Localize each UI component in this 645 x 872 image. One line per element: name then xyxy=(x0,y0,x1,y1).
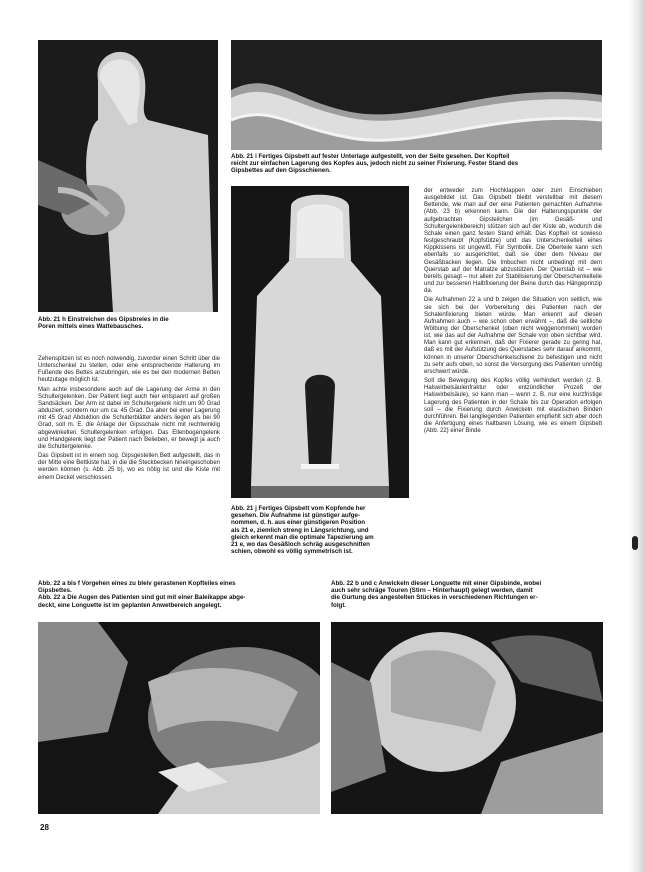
body-column-left xyxy=(38,356,220,484)
caption-22ab xyxy=(38,580,320,609)
caption-21j xyxy=(231,505,413,555)
caption-line: nommen, d. h. aus einer günstigeren Position xyxy=(231,519,366,527)
caption-line: Abb. 21 i Fertiges Gipsbett auf fester Unterlage aufgestellt, von der Seite gesehen. Der Kopfteil xyxy=(231,153,510,160)
caption-line: schien, obwohl es völlig symmetrisch ist. xyxy=(231,548,353,556)
paragraph: Man achte insbesondere auch auf die Lagerung der Arme in den Schultergelenken. Der Patient liegt auch hier entspannt auf großen Sandsäcken. Der Arm ist dabei im Schultergelenk nicht um 90 Grad abduziert, sondern nur um ca. 45 Grad. Da aber bei einer Lagerung mit 45 Grad Abduktion die Schulterblätter anders liegen als bei 90 Grad, soll m. E. die Anlage der Gipsschale nicht mit rechtwinklig abgewinkelten Schultergelenken erfolgen. Das Ellenbogengelenk und Handgelenk liegt der Patient nach Belieben, er bewegt ja auch die Schultergelenke. xyxy=(38,386,220,450)
paragraph: Zehenspitzen ist es noch notwendig, zuvorder einen Schritt über die Unterschenkel zu stellen, oder eine entsprechende Halterung im Fußende des Bettes anzubringen, wie es bei den modernen Betten heutzutage möglich ist. xyxy=(38,356,220,384)
page-number: 28 xyxy=(40,823,49,832)
paragraph: Die Aufnahmen 22 a und b zeigen die Situation von seitlich, wie sie sich bei der Vorbereitung des Patienten nach der Schalenfixierung bieten würde. Man erkennt auf diesen Aufnahmen auch – wie schon oben erwähnt –, daß die seitliche Wölbung der Oberschenkel (oben nicht weggenommen) worden ist, wie das auf der Aufnahme der Schale von oben sichtbar wird. Man kann gut erkennen, daß der Fixierer gerade zu gering hat, daß es mit der Aufstützung des Querstabes sehr darauf ankommt, können in unserer Oberschenkelschiene zu befestigen und nicht zu sehr aufs oben, so sonst die Versorgung des Patienten unnötig erschwert würde. xyxy=(424,297,602,375)
caption-line: deckt, eine Longuette ist im geplanten Anwetbereich angelegt. xyxy=(38,601,222,609)
caption-line: Poren mittels eines Wattebausches. xyxy=(38,323,144,331)
caption-line: gesehen. Die Aufnahme ist günstiger aufge- xyxy=(231,512,361,520)
caption-21i xyxy=(231,153,603,175)
margin-mark xyxy=(632,536,638,550)
caption-line: die Gurtung des angestelten Stückes in verschiedenen Richtungen er- xyxy=(331,594,538,602)
caption-line: Abb. 21 h Einstreichen des Gipsbreies in die xyxy=(38,316,169,323)
caption-21h xyxy=(38,316,220,330)
caption-22bc xyxy=(331,580,603,609)
paragraph: der entweder zum Hochklappen oder zum Einschieben ausgebildet ist. Das Gipsbett bleibt verstellbar mit diesem Bettende, wie man auf der eine Patienten gemachten Aufnahme (Abb. 23 b) erkennen kann. Die der Halterungspunkte der aufgebrachten Gipsteilchen (im Gesäß- und Schultergelenkbereich) stützen sich auf der Kiste ab, wodurch die Schale einen ganz festen Stand erhält. Das Kopfteil ist sowieso festgeschraubt (Kopfstütze) und das Unterschenkelteil eines Kippkissens ist ungewiß. Für Symbolik. Die Oberteile kann sich ebenfalls so ausgerichtet, daß sie über dem Niveau der Gesäßbacken liegen. Die Imbuchen nicht unbedingt mit dem Querstab auf der Matratze abzustützen. Der Querstab ist – wie bereits gesagt – nur allein zur Stabilisierung der Oberschenkelteile und zur besseren Halbfixierung der Beine durch das Hängeprinzip da. xyxy=(424,188,602,295)
photo-21h xyxy=(38,40,218,312)
photo-21j xyxy=(231,186,409,498)
caption-line: Abb. 22 b und c Anwickeln dieser Longuette mit einer Gipsbinde, wobei xyxy=(331,580,542,587)
body-column-right xyxy=(424,188,602,437)
caption-line: 21 e, wo das Gesäßloch schräg ausgeschnitten xyxy=(231,541,370,549)
photo-22b xyxy=(331,622,603,814)
paragraph: Das Gipsbett ist in einem sog. Gipsgestellen Bett aufgestellt, das in der Mitte eine Bettkiste hat, in die die Steckbecken hineingeschoben werden können (s. Abb. 25 b), wo es nötig ist und die Kiste mit einem Deckel verschlossen. xyxy=(38,453,220,481)
photo-22a xyxy=(38,622,320,814)
caption-line: Gipsbettes. xyxy=(38,587,72,595)
caption-line: auch sehr schräge Touren (Stirn – Hinterhaupt) gelegt werden, damit xyxy=(331,587,533,595)
caption-line: Abb. 22 a bis f Vorgehen eines zu bleiv gerastenen Kopfteiles eines xyxy=(38,580,236,587)
caption-line: Gipsbettes auf den Gipsschienen. xyxy=(231,167,331,175)
caption-line: gleich erkennt man die optimale Tapezierung am xyxy=(231,533,374,541)
caption-line: als 21 e, ziemlich streng in Längsrichtung, und xyxy=(231,526,369,534)
caption-line: Abb. 21 j Fertiges Gipsbett vom Kopfende her xyxy=(231,505,366,512)
caption-line: folgt. xyxy=(331,601,347,609)
photo-21i xyxy=(231,40,602,150)
binding-shadow xyxy=(629,0,645,872)
caption-line: Abb. 22 a Die Augen des Patienten sind gut mit einer Baleikappe abge- xyxy=(38,594,246,602)
caption-line: reicht zur einfachen Lagerung des Kopfes aus, jedoch nicht zu seiner Fixierung. Fester Stand des xyxy=(231,160,519,168)
paragraph: Soll die Bewegung des Kopfes völlig verhindert werden (z. B. Halswirbelsäulenfraktur oder entzündlicher Prozeß der Halswirbelsäule), so kann man – wenn z. B. nur eine kurzfristige Lagerung des Patienten in der Schale bis zur Operation erfolgen soll – die Fixierung durch Anwickeln mit elastischen Binden durchführen. Bei langliegenden Patienten empfiehlt sich aber doch die Anfertigung eines haltbaren Lösung, wie es einem Gipsbett (Abb. 22) einer Binde xyxy=(424,378,602,435)
